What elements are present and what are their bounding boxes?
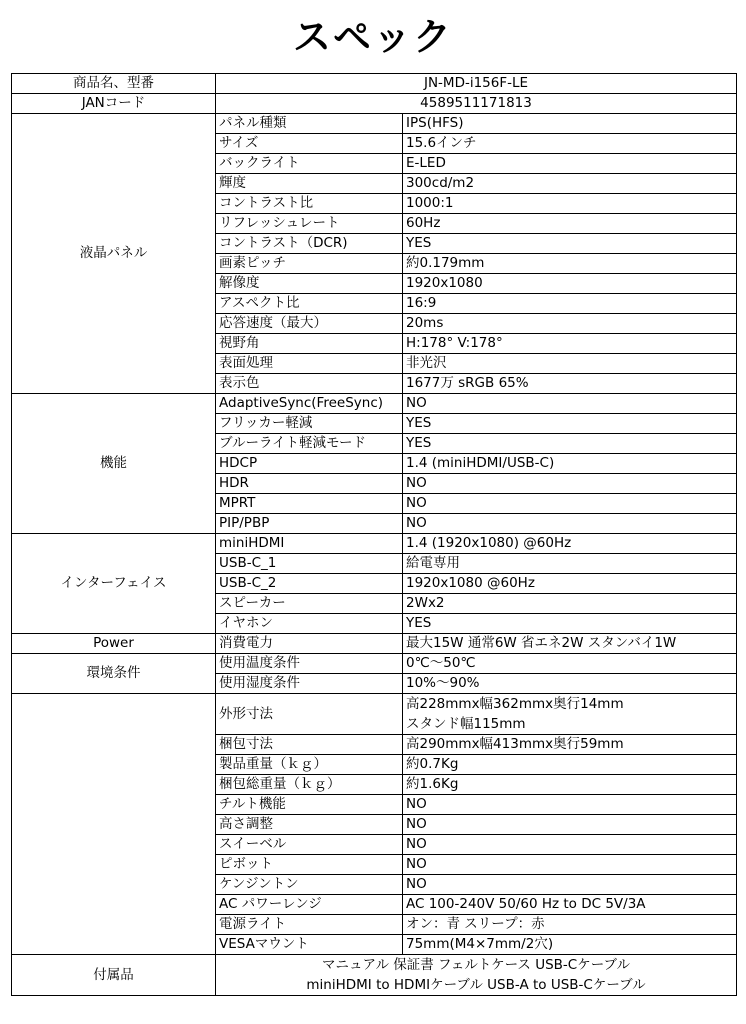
table-row: [12, 74, 737, 94]
spec-value: 約0.7Kg: [403, 755, 737, 775]
spec-key: スピーカー: [216, 594, 403, 614]
spec-key: イヤホン: [216, 614, 403, 634]
spec-key: VESAマウント: [216, 935, 403, 955]
spec-key: 使用湿度条件: [216, 674, 403, 694]
spec-value: 1000:1: [403, 194, 737, 214]
table-row: [12, 394, 737, 414]
spec-key: USB-C_2: [216, 574, 403, 594]
spec-key: HDR: [216, 474, 403, 494]
spec-value: E-LED: [403, 154, 737, 174]
spec-value: YES: [403, 414, 737, 434]
spec-key: 画素ピッチ: [216, 254, 403, 274]
accessories-value: [216, 955, 737, 996]
spec-key: 表示色: [216, 374, 403, 394]
spec-value: NO: [403, 494, 737, 514]
spec-value: AC 100-240V 50/60 Hz to DC 5V/3A: [403, 895, 737, 915]
spec-key: 解像度: [216, 274, 403, 294]
spec-value: 20ms: [403, 314, 737, 334]
spec-key: 視野角: [216, 334, 403, 354]
spec-value: NO: [403, 875, 737, 895]
spec-value: 高290mmx幅413mmx奥行59mm: [403, 735, 737, 755]
spec-value: 0℃～50℃: [403, 654, 737, 674]
spec-value: 2Wx2: [403, 594, 737, 614]
accessories-line: マニュアル 保証書 フェルトケース USB-Cケーブル: [322, 957, 631, 973]
spec-value-line: スタンド幅115mm: [406, 716, 526, 732]
spec-value: 60Hz: [403, 214, 737, 234]
spec-value: NO: [403, 394, 737, 414]
table-row: [12, 955, 737, 996]
spec-value: オン：青 スリープ：赤: [403, 915, 737, 935]
spec-key: ケンジントン: [216, 875, 403, 895]
spec-value: 非光沢: [403, 354, 737, 374]
table-row: [12, 94, 737, 114]
group-label: インターフェイス: [12, 534, 216, 634]
product-label: 商品名、型番: [12, 74, 216, 94]
spec-key: 電源ライト: [216, 915, 403, 935]
table-row: [12, 634, 737, 654]
spec-value: 約0.179mm: [403, 254, 737, 274]
spec-value: 16:9: [403, 294, 737, 314]
spec-value: IPS(HFS): [403, 114, 737, 134]
spec-value: 約1.6Kg: [403, 775, 737, 795]
spec-key: パネル種類: [216, 114, 403, 134]
spec-key: スイーベル: [216, 835, 403, 855]
jan-value: 4589511171813: [216, 94, 737, 114]
spec-key: PIP/PBP: [216, 514, 403, 534]
spec-value: 最大15W 通常6W 省エネ2W スタンバイ1W: [403, 634, 737, 654]
spec-key: AdaptiveSync(FreeSync): [216, 394, 403, 414]
spec-key: USB-C_1: [216, 554, 403, 574]
spec-value: 1920x1080: [403, 274, 737, 294]
group-label: Power: [12, 634, 216, 654]
jan-label: JANコード: [12, 94, 216, 114]
spec-key: コントラスト比: [216, 194, 403, 214]
spec-value: YES: [403, 434, 737, 454]
spec-value: NO: [403, 514, 737, 534]
spec-value: 1920x1080 @60Hz: [403, 574, 737, 594]
spec-key: サイズ: [216, 134, 403, 154]
spec-value: YES: [403, 614, 737, 634]
table-row: [12, 114, 737, 134]
spec-value: NO: [403, 474, 737, 494]
spec-value: [403, 694, 737, 735]
table-row: [12, 534, 737, 554]
table-row: [12, 654, 737, 674]
spec-key: リフレッシュレート: [216, 214, 403, 234]
spec-key: フリッカー軽減: [216, 414, 403, 434]
spec-key: MPRT: [216, 494, 403, 514]
spec-value: 15.6インチ: [403, 134, 737, 154]
spec-key: 応答速度（最大）: [216, 314, 403, 334]
table-row: [12, 694, 737, 735]
spec-value: YES: [403, 234, 737, 254]
accessories-label: 付属品: [12, 955, 216, 996]
spec-key: 表面処理: [216, 354, 403, 374]
group-label: 機能: [12, 394, 216, 534]
spec-value: 300cd/m2: [403, 174, 737, 194]
spec-value: NO: [403, 815, 737, 835]
spec-value-line: 高228mmx幅362mmx奥行14mm: [406, 696, 624, 712]
spec-key: アスペクト比: [216, 294, 403, 314]
spec-value: 給電専用: [403, 554, 737, 574]
spec-key: 消費電力: [216, 634, 403, 654]
spec-key: 使用温度条件: [216, 654, 403, 674]
spec-key: 輝度: [216, 174, 403, 194]
group-label: [12, 694, 216, 955]
spec-key: ピボット: [216, 855, 403, 875]
group-label: 液晶パネル: [12, 114, 216, 394]
spec-key: バックライト: [216, 154, 403, 174]
page-title: スペック: [292, 15, 453, 59]
spec-key: 梱包総重量（ｋｇ）: [216, 775, 403, 795]
spec-value: 10%～90%: [403, 674, 737, 694]
product-value: JN-MD-i156F-LE: [216, 74, 737, 94]
spec-key: チルト機能: [216, 795, 403, 815]
spec-value: 1677万 sRGB 65%: [403, 374, 737, 394]
group-label: 環境条件: [12, 654, 216, 694]
spec-value: NO: [403, 795, 737, 815]
spec-key: HDCP: [216, 454, 403, 474]
spec-key: 梱包寸法: [216, 735, 403, 755]
accessories-line: miniHDMI to HDMIケーブル USB-A to USB-Cケーブル: [306, 977, 646, 993]
spec-value: H:178° V:178°: [403, 334, 737, 354]
spec-key: miniHDMI: [216, 534, 403, 554]
spec-key: 高さ調整: [216, 815, 403, 835]
spec-value: 75mm(M4×7mm/2穴): [403, 935, 737, 955]
spec-key: ブルーライト軽減モード: [216, 434, 403, 454]
spec-key: AC パワーレンジ: [216, 895, 403, 915]
spec-table: [11, 73, 737, 996]
spec-value: NO: [403, 835, 737, 855]
spec-value: 1.4 (1920x1080) @60Hz: [403, 534, 737, 554]
spec-key: 製品重量（ｋｇ）: [216, 755, 403, 775]
spec-value: NO: [403, 855, 737, 875]
spec-key: コントラスト（DCR): [216, 234, 403, 254]
spec-value: 1.4 (miniHDMI/USB-C): [403, 454, 737, 474]
spec-key: 外形寸法: [216, 694, 403, 735]
